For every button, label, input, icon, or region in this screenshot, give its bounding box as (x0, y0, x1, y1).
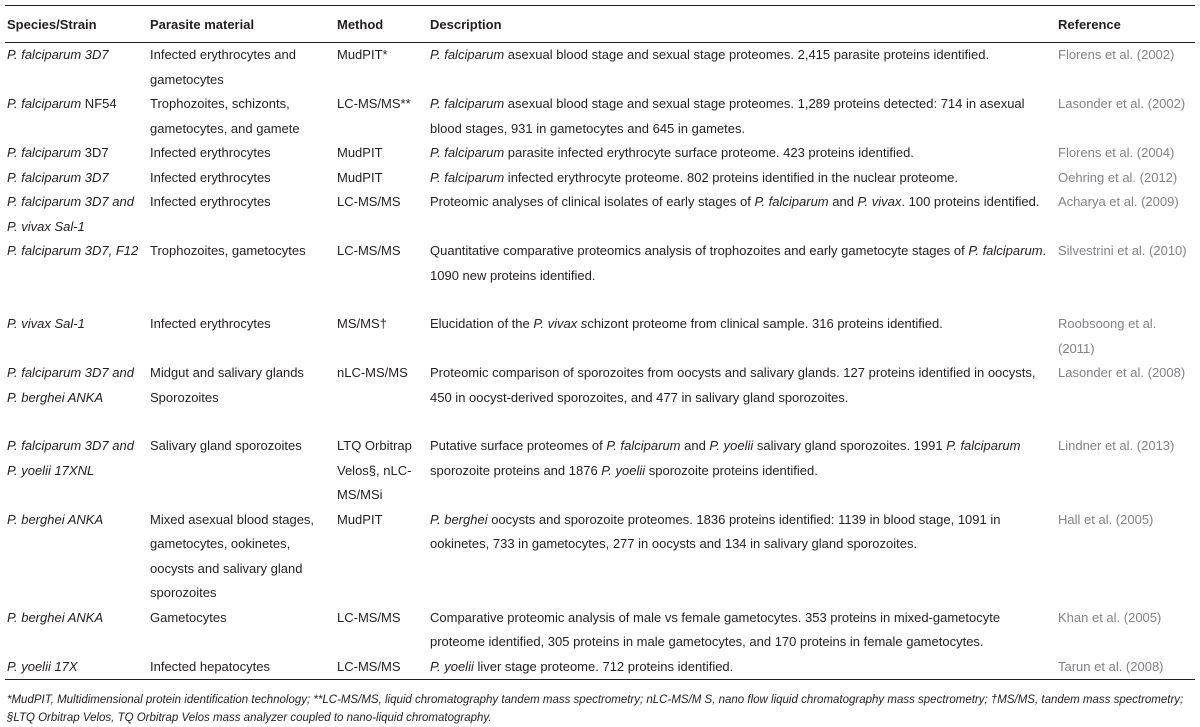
cell-material: Midgut and salivary glands Sporozoites (150, 365, 304, 405)
cell-material: Infected erythrocytes (150, 316, 271, 331)
column-header-method: Method (337, 17, 384, 32)
cell-reference: Silvestrini et al. (2010) (1058, 243, 1187, 258)
cell-reference: Florens et al. (2004) (1058, 145, 1175, 160)
table-row (5, 166, 1195, 191)
cell-material: Trophozoites, gametocytes (150, 243, 306, 258)
table-row (5, 239, 1195, 312)
cell-method: LC-MS/MS (337, 658, 401, 674)
cell-reference: Lindner et al. (2013) (1058, 438, 1175, 453)
table-row (5, 190, 1195, 239)
cell-reference: Lasonder et al. (2002) (1058, 96, 1186, 111)
table-row (5, 434, 1195, 508)
cell-method: MS/MS† (337, 316, 387, 331)
table-row (5, 606, 1195, 655)
cell-description: P. falciparum infected erythrocyte proteome. 802 proteins identified in the nuclear proteome. (430, 169, 959, 185)
cell-species: P. falciparum 3D7 (7, 169, 109, 185)
cell-species: P. falciparum 3D7 (7, 145, 109, 160)
table-row (5, 508, 1195, 606)
cell-reference: Khan et al. (2005) (1058, 609, 1162, 625)
table-container (5, 5, 1195, 727)
cell-description: P. falciparum asexual blood stage and sexual stage proteomes. 2,415 parasite proteins identified. (430, 47, 990, 62)
cell-material: Infected erythrocytes (150, 169, 271, 185)
cell-species: P. falciparum 3D7 and P. vivax Sal-1 (7, 194, 134, 234)
cell-species: P. falciparum 3D7 and P. yoelii 17XNL (7, 438, 134, 478)
cell-material: Trophozoites, schizonts, gametocytes, and gamete (150, 96, 300, 136)
cell-species: P. falciparum 3D7 (7, 47, 109, 62)
cell-method: MudPIT (337, 511, 383, 527)
cell-reference: Hall et al. (2005) (1058, 511, 1154, 527)
cell-species: P. vivax Sal-1 (7, 316, 85, 331)
cell-description: Quantitative comparative proteomics analysis of trophozoites and early gametocyte stages of P. falciparum. 1090 new proteins identified. (430, 243, 1047, 283)
cell-description: Elucidation of the P. vivax schizont proteome from clinical sample. 316 proteins identified. (430, 316, 943, 331)
cell-method: nLC-MS/MS (337, 365, 408, 380)
cell-method: LC-MS/MS (337, 194, 401, 209)
cell-material: Infected erythrocytes and gametocytes (150, 47, 296, 87)
cell-species: P. berghei ANKA (7, 511, 104, 527)
column-header-material: Parasite material (150, 17, 255, 32)
cell-material: Infected erythrocytes (150, 145, 271, 160)
table-footnote: *MudPIT, Multidimensional protein identification technology; **LC-MS/MS, liquid chromatography tandem mass spectrometry; nLC-MS/M S, nano flow liquid chromatography mass spectrometry; †MS/MS, tandem mass spectrometry; §LTQ Orbitrap Velos, TQ Orbitrap Velos mass analyzer coupled to nano-liquid chromatography. (7, 694, 1184, 724)
cell-reference: Roobsoong et al. (2011) (1058, 316, 1157, 356)
cell-species: P. falciparum NF54 (7, 96, 117, 111)
cell-species: P. falciparum 3D7, F12 (7, 243, 139, 258)
proteomics-table (5, 5, 1195, 680)
cell-species: P. falciparum 3D7 and P. berghei ANKA (7, 365, 134, 405)
cell-material: Gametocytes (150, 609, 227, 625)
table-row (5, 141, 1195, 166)
cell-method: MudPIT (337, 169, 383, 185)
cell-description: Comparative proteomic analysis of male vs female gametocytes. 353 proteins in mixed-gametocyte proteome identified, 305 proteins in male gametocytes, and 170 proteins in female gametocytes. (430, 609, 1001, 649)
table-row (5, 361, 1195, 434)
column-header-reference: Reference (1058, 17, 1121, 32)
column-header-species: Species/Strain (7, 17, 97, 32)
cell-description: P. yoelii liver stage proteome. 712 proteins identified. (430, 658, 734, 674)
cell-method: LTQ Orbitrap Velos§, nLC-MS/MSi (337, 438, 412, 502)
cell-reference: Oehring et al. (2012) (1058, 169, 1178, 185)
cell-method: LC-MS/MS (337, 609, 401, 625)
column-header-description: Description (430, 17, 502, 32)
cell-description: P. falciparum asexual blood stage and sexual stage proteomes. 1,289 proteins detected: 714 in asexual blood stages, 931 in gametocytes and 645 in gametes. (430, 96, 1025, 136)
cell-method: MudPIT* (337, 47, 388, 62)
cell-reference: Lasonder et al. (2008) (1058, 365, 1186, 380)
cell-reference: Florens et al. (2002) (1058, 47, 1175, 62)
cell-description: P. berghei oocysts and sporozoite proteomes. 1836 proteins identified: 1139 in blood stage, 1091 in ookinetes, 733 in gametocytes, 277 in oocysts and 134 in salivary gland sporozoites. (430, 511, 1001, 551)
cell-method: MudPIT (337, 145, 383, 160)
cell-species: P. berghei ANKA (7, 609, 104, 625)
cell-material: Salivary gland sporozoites (150, 438, 302, 453)
table-body (5, 43, 1195, 680)
table-row (5, 312, 1195, 361)
cell-description: Proteomic analyses of clinical isolates of early stages of P. falciparum and P. vivax. 100 proteins identified. (430, 194, 1040, 209)
cell-reference: Tarun et al. (2008) (1058, 658, 1164, 674)
cell-material: Infected hepatocytes (150, 658, 270, 674)
table-row (5, 92, 1195, 141)
cell-description: Proteomic comparison of sporozoites from oocysts and salivary glands. 127 proteins identified in oocysts, 450 in oocyst-derived sporozoites, and 477 in salivary gland sporozoites. (430, 365, 1036, 405)
cell-method: LC-MS/MS** (337, 96, 411, 111)
cell-material: Mixed asexual blood stages, gametocytes, ookinetes, oocysts and salivary gland sporozoites (150, 511, 315, 600)
cell-description: P. falciparum parasite infected erythrocyte surface proteome. 423 proteins identified. (430, 145, 914, 160)
cell-method: LC-MS/MS (337, 243, 401, 258)
cell-species: P. yoelii 17X (7, 658, 78, 674)
cell-description: Putative surface proteomes of P. falciparum and P. yoelii salivary gland sporozoites. 1991 P. falciparum sporozoite proteins and 1876 P. yoelii sporozoite proteins identified. (430, 438, 1021, 478)
table-row (5, 43, 1195, 93)
cell-reference: Acharya et al. (2009) (1058, 194, 1179, 209)
table-row (5, 655, 1195, 680)
header-row (5, 6, 1195, 43)
cell-material: Infected erythrocytes (150, 194, 271, 209)
